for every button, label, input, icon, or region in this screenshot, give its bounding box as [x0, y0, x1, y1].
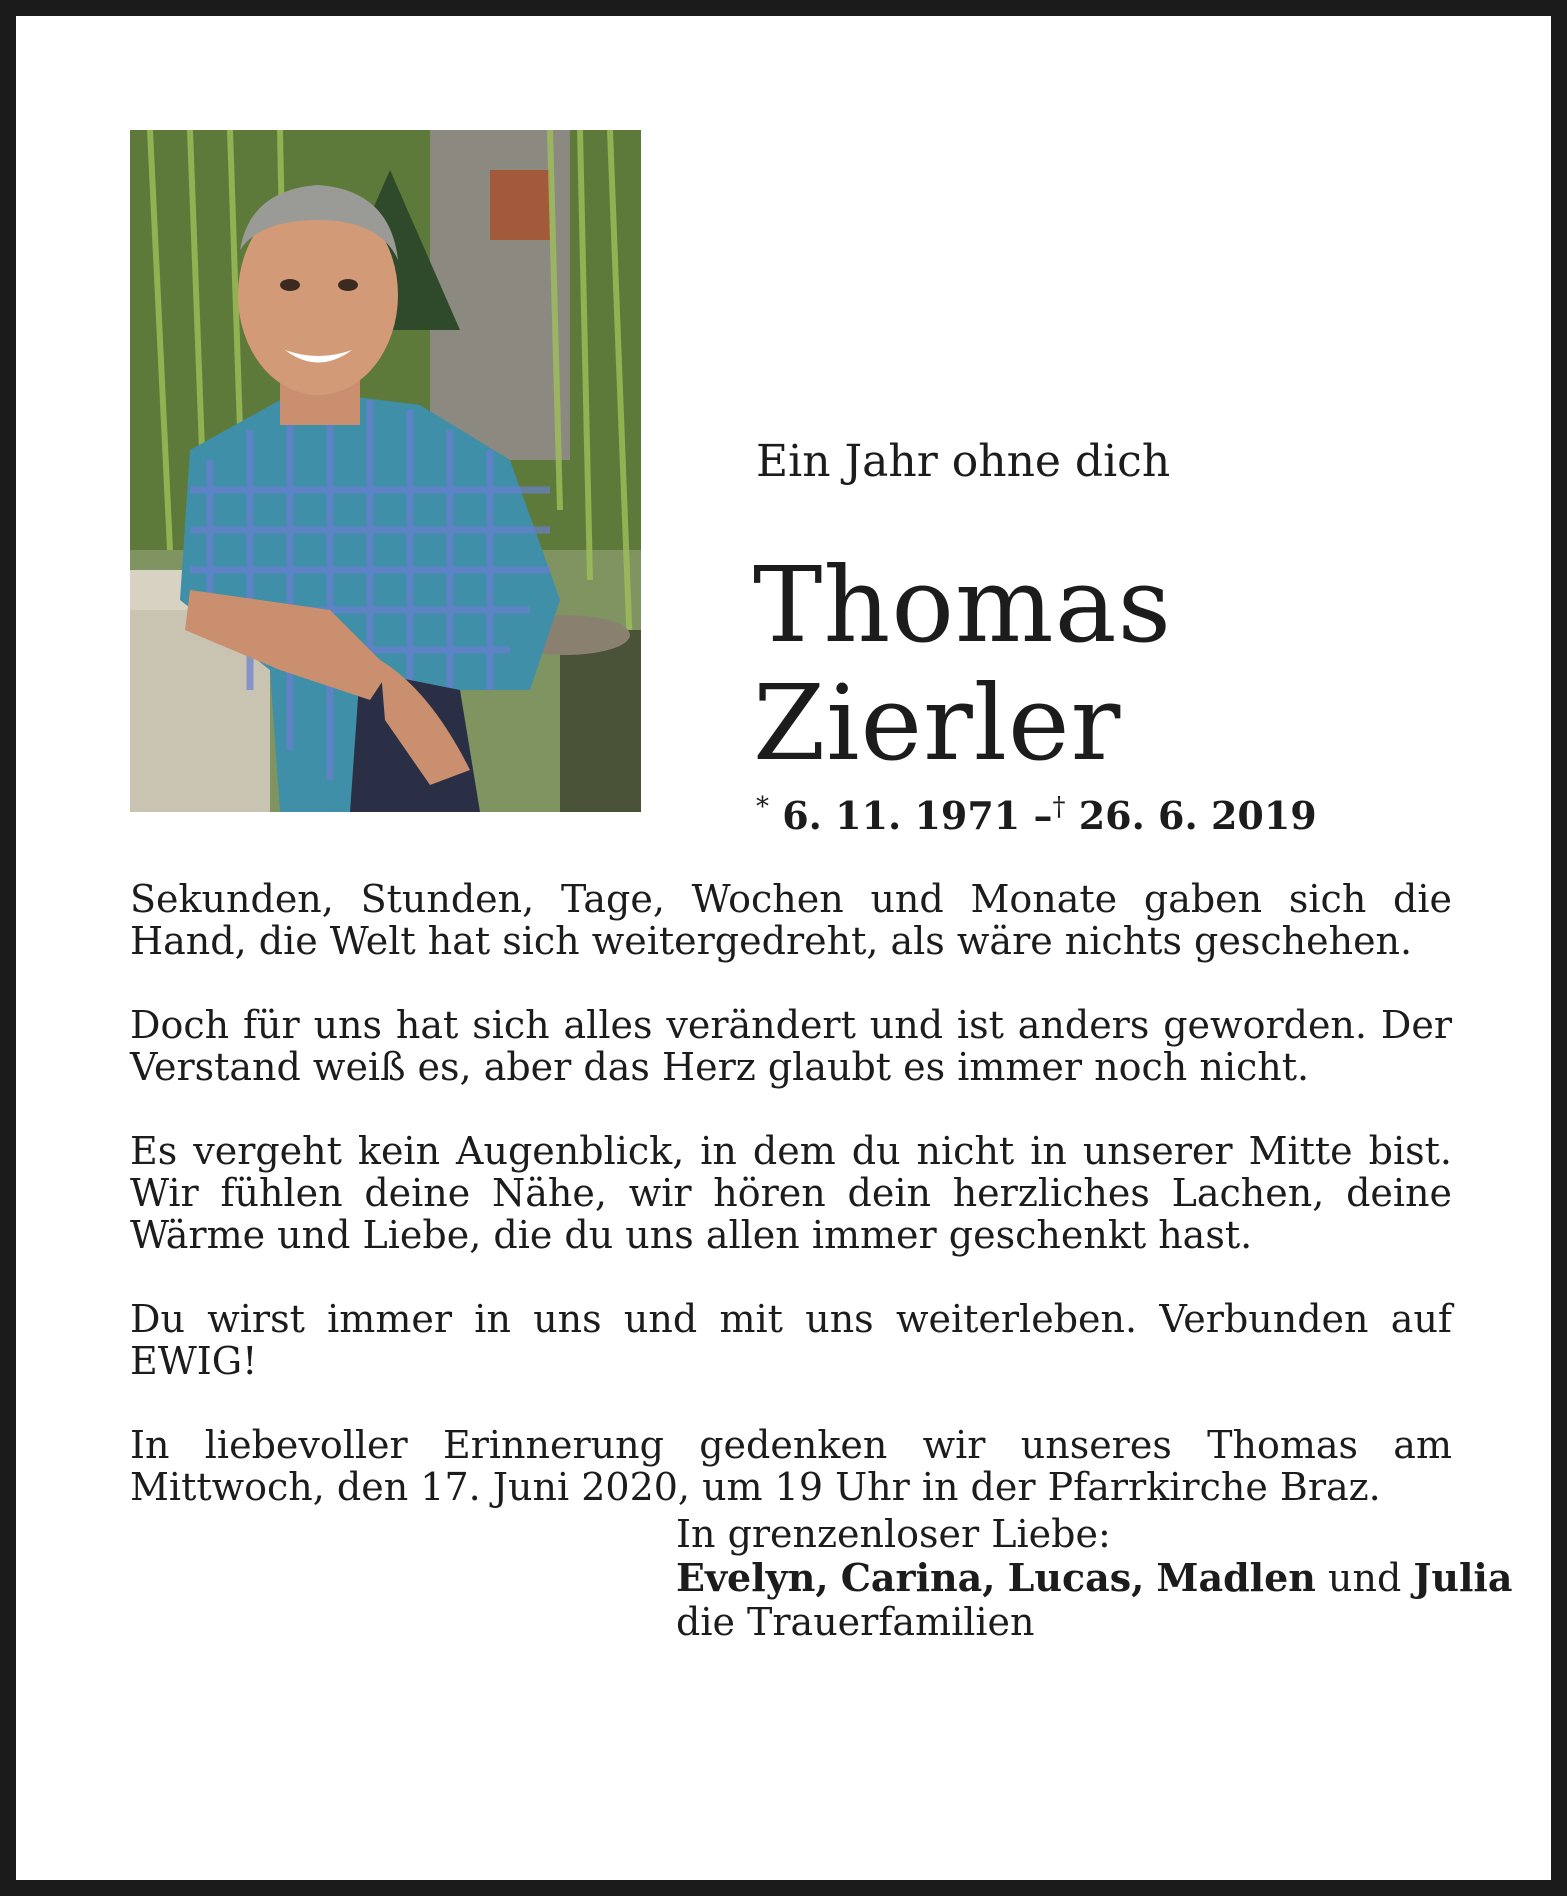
- date-separator: –: [1033, 793, 1053, 838]
- memorial-text: [130, 878, 1452, 1550]
- memorial-intro: Ein Jahr ohne dich: [756, 436, 1171, 487]
- family-member: Evelyn,: [676, 1555, 829, 1600]
- family-member: Madlen: [1156, 1555, 1316, 1600]
- death-date: 26. 6. 2019: [1078, 793, 1317, 838]
- connector: und: [1328, 1556, 1402, 1600]
- paragraph: Doch für uns hat sich alles verändert und ist anders geworden. Der Verstand weiß es, aber das Herz glaubt es immer noch nicht.: [130, 1003, 1452, 1089]
- signature-family: die Trauerfamilien: [676, 1600, 1035, 1644]
- obituary-page: [16, 16, 1551, 1880]
- signature-names: [676, 1556, 1513, 1600]
- deceased-name: [753, 546, 1172, 782]
- last-name: Zierler: [753, 662, 1122, 784]
- signature-intro: In grenzenloser Liebe:: [676, 1512, 1111, 1556]
- death-symbol: †: [1052, 792, 1066, 822]
- life-dates: [756, 792, 1317, 838]
- paragraph: Du wirst immer in uns und mit uns weiterleben. Verbunden auf EWIG!: [130, 1297, 1452, 1383]
- signature-block: [676, 1512, 1513, 1644]
- portrait-photo: [130, 130, 641, 812]
- family-member: Carina,: [840, 1555, 996, 1600]
- family-member: Lucas,: [1007, 1555, 1145, 1600]
- paragraph: Es vergeht kein Augenblick, in dem du nicht in unserer Mitte bist. Wir fühlen deine Nähe, wir hören dein herzliches Lachen, deine Wärme und Liebe, die du uns allen immer geschenkt hast.: [130, 1129, 1452, 1257]
- paragraph: In liebevoller Erinnerung gedenken wir unseres Thomas am Mittwoch, den 17. Juni 2020, um 19 Uhr in der Pfarrkirche Braz.: [130, 1423, 1452, 1509]
- birth-date: 6. 11. 1971: [782, 793, 1021, 838]
- paragraph: Sekunden, Stunden, Tage, Wochen und Monate gaben sich die Hand, die Welt hat sich weitergedreht, als wäre nichts geschehen.: [130, 877, 1452, 963]
- birth-symbol: *: [756, 792, 769, 822]
- family-member: Julia: [1413, 1555, 1513, 1600]
- first-name: Thomas: [753, 544, 1172, 666]
